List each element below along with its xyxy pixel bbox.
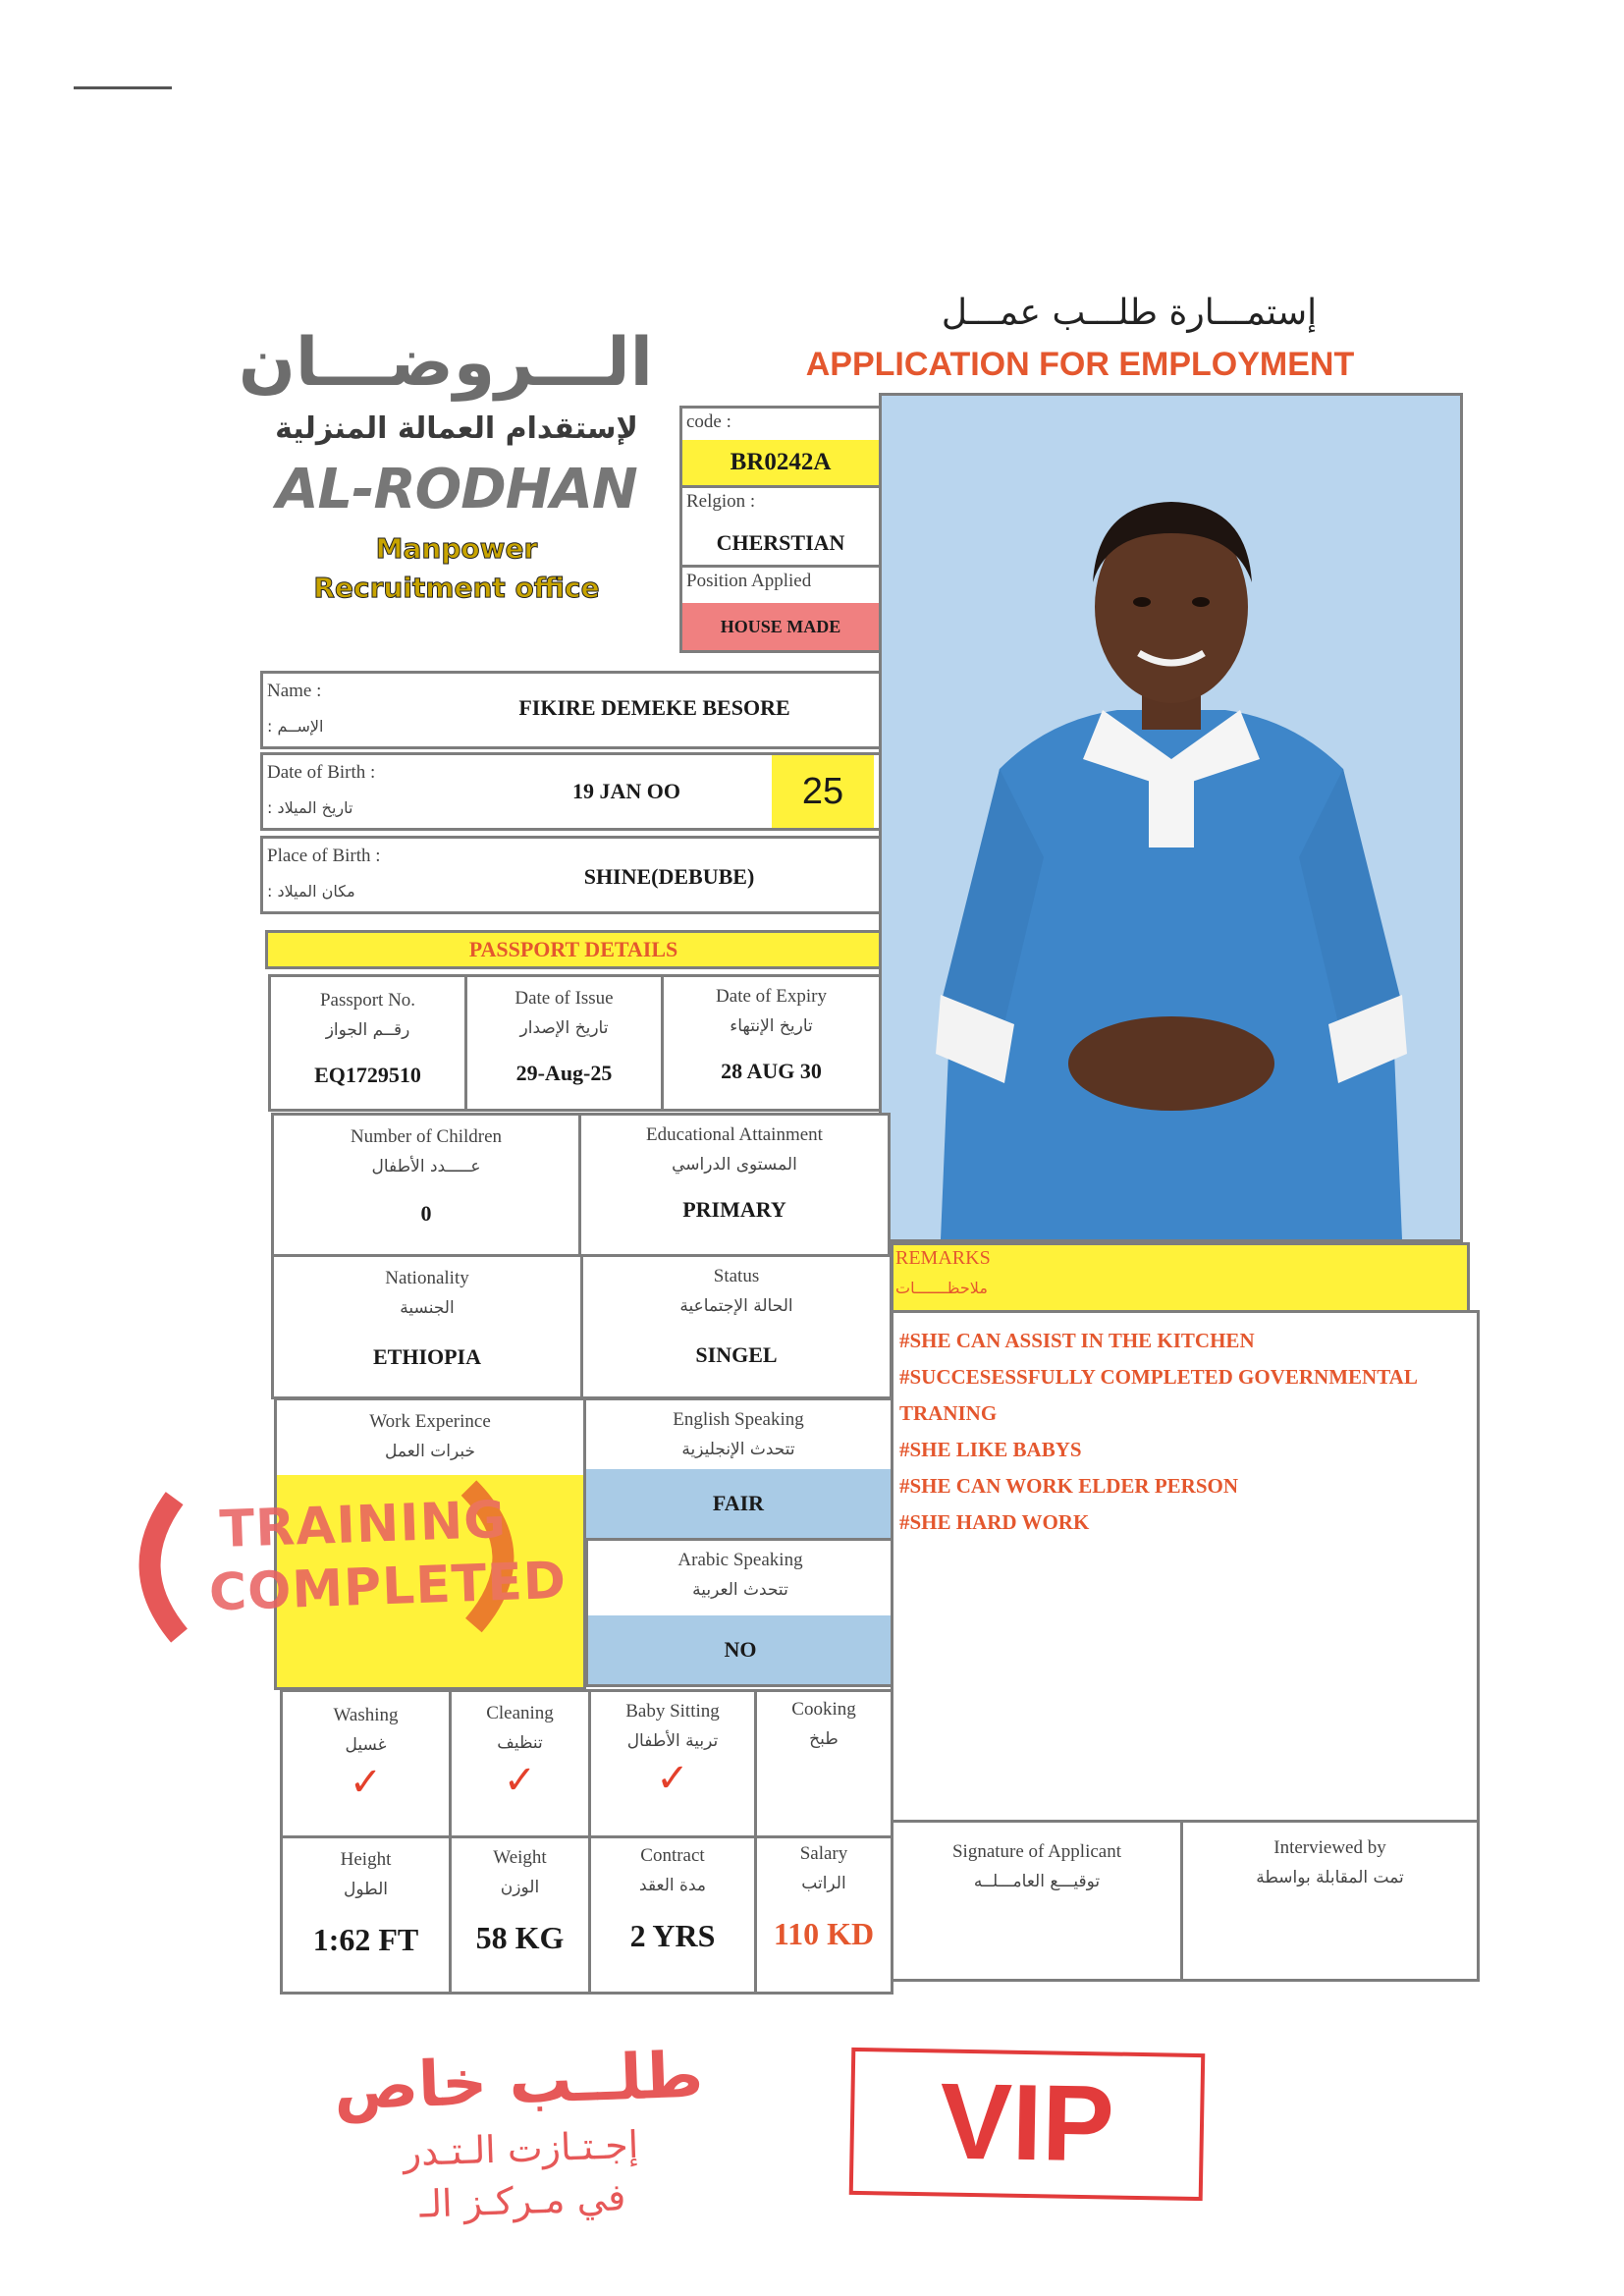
interview-cell [1180, 1820, 1480, 1982]
signature-label: Signature of Applicant [951, 1841, 1122, 1862]
remark-item: #SHE CAN WORK ELDER PERSON [899, 1474, 1239, 1498]
signature-label-ar: توقيـــع العامـــلــه [973, 1872, 1101, 1892]
skill-washing-label-ar: غسيل [345, 1735, 387, 1756]
education-label: Educational Attainment [646, 1124, 823, 1145]
stamp-training-line1: TRAINING [218, 1490, 508, 1560]
passport-issue-label-ar: تاريخ الإصدار [519, 1018, 609, 1039]
remark-item: #SHE HARD WORK [899, 1510, 1090, 1534]
children-cell [271, 1113, 581, 1258]
remarks-box [891, 1310, 1480, 1823]
interview-label: Interviewed by [1273, 1837, 1386, 1858]
children-label-ar: عـــــدد الأطفال [371, 1157, 481, 1177]
nationality-label-ar: الجنسية [400, 1298, 455, 1319]
scan-mark [74, 86, 172, 89]
remark-item: #SHE CAN ASSIST IN THE KITCHEN [899, 1329, 1255, 1352]
skill-babysitting [588, 1689, 757, 1838]
stamp-special-line3: في مـركـز الـ [418, 2175, 626, 2226]
passport-title: PASSPORT DETAILS [468, 937, 678, 961]
passport-issue-label: Date of Issue [514, 988, 614, 1009]
logo-line1: Manpower [375, 532, 538, 565]
passport-expiry-label: Date of Expiry [716, 986, 827, 1007]
name-label-ar: الإســم : [267, 717, 324, 736]
birth-value: 19 JAN OO [572, 779, 680, 803]
education-label-ar: المستوى الدراسي [672, 1155, 797, 1175]
english-value: FAIR [586, 1469, 891, 1538]
arabic-label-ar: تتحدث العربية [692, 1580, 788, 1601]
height-label: Height [340, 1849, 392, 1870]
vip-stamp [849, 2048, 1206, 2201]
skill-cooking-label-ar: طبخ [809, 1729, 839, 1750]
stamp-special-line2: إجـتـازت الـتـدر [402, 2122, 640, 2175]
applicant-photo [879, 393, 1463, 1242]
remark-item: TRANING [899, 1401, 998, 1425]
skill-babysitting-label: Baby Sitting [625, 1701, 720, 1722]
place-label: Place of Birth : [267, 846, 381, 866]
position-value: HOUSE MADE [682, 603, 879, 650]
birth-label-ar: تاريخ الميلاد : [267, 798, 353, 817]
passport-header [265, 930, 882, 969]
religion-value: CHERSTIAN [716, 530, 845, 555]
english-label: English Speaking [673, 1409, 804, 1430]
passport-issue-value: 29-Aug-25 [515, 1061, 613, 1086]
remark-item: #SHE LIKE BABYS [899, 1438, 1082, 1461]
passport-expiry-value: 28 AUG 30 [721, 1059, 822, 1084]
stamp-special-line1: طلــب خاص [332, 2039, 705, 2125]
skill-washing [280, 1689, 452, 1838]
status-cell [580, 1254, 893, 1399]
english-label-ar: تتحدث الإنجليزية [681, 1440, 795, 1460]
logo-line2: Recruitment office [313, 572, 600, 604]
status-label: Status [713, 1266, 760, 1286]
religion-box [679, 485, 882, 568]
skill-cleaning [449, 1689, 591, 1838]
remarks-title: REMARKS [895, 1247, 991, 1269]
stamp-training-line2: COMPLETED [208, 1551, 568, 1623]
children-label: Number of Children [350, 1126, 503, 1147]
title-arabic: إستمـــارة طلـــب عمـــل [941, 293, 1318, 333]
nationality-value: ETHIOPIA [372, 1344, 482, 1370]
company-logo [238, 319, 653, 653]
height-label-ar: الطول [344, 1880, 388, 1900]
nationality-label: Nationality [385, 1268, 469, 1288]
position-box [679, 565, 882, 653]
nationality-cell [271, 1254, 583, 1399]
name-box [260, 671, 882, 749]
skill-washing-label: Washing [333, 1705, 399, 1725]
code-value: BR0242A [682, 440, 879, 485]
contract-label-ar: مدة العقد [639, 1876, 706, 1896]
weight-label-ar: الوزن [500, 1878, 540, 1898]
height-cell [280, 1835, 452, 1995]
salary-value: 110 KD [773, 1916, 875, 1952]
salary-label-ar: الراتب [801, 1874, 846, 1894]
salary-label: Salary [799, 1843, 848, 1864]
vip-stamp-text: VIP [939, 2060, 1115, 2185]
signature-cell [891, 1820, 1183, 1982]
contract-cell [588, 1835, 757, 1995]
remarks-header [891, 1242, 1470, 1313]
arabic-cell [585, 1538, 895, 1687]
contract-label: Contract [640, 1845, 705, 1866]
skill-cleaning-label-ar: تنظيف [497, 1733, 543, 1754]
salary-cell [754, 1835, 893, 1995]
work-experience-label-ar: خبرات العمل [385, 1442, 475, 1462]
education-cell [578, 1113, 891, 1258]
special-request-stamp [292, 2035, 749, 2237]
status-value: SINGEL [695, 1342, 778, 1368]
age-value: 25 [772, 755, 874, 828]
weight-value: 58 KG [475, 1920, 565, 1956]
remarks-list [899, 1323, 1418, 1541]
education-value: PRIMARY [682, 1197, 786, 1223]
code-label: code : [686, 411, 731, 432]
place-label-ar: مكان الميلاد : [267, 882, 355, 901]
skill-cooking [754, 1689, 893, 1838]
code-box [679, 406, 882, 488]
passport-number-cell [268, 974, 467, 1112]
skill-cleaning-label: Cleaning [486, 1703, 554, 1723]
passport-number-label-ar: رقــم الجواز [325, 1020, 410, 1041]
skill-cooking-label: Cooking [791, 1699, 856, 1720]
title-english: APPLICATION FOR EMPLOYMENT [805, 346, 1355, 383]
place-value: SHINE(DEBUBE) [583, 864, 755, 889]
birth-box [260, 752, 882, 831]
religion-label: Relgion : [686, 491, 756, 512]
passport-issue-cell [464, 974, 664, 1112]
passport-expiry-label-ar: تاريخ الإنتهاء [730, 1016, 813, 1037]
passport-number-value: EQ1729510 [314, 1063, 421, 1088]
skill-babysitting-label-ar: تربية الأطفال [626, 1731, 719, 1752]
name-value: FIKIRE DEMEKE BESORE [518, 695, 790, 720]
status-label-ar: الحالة الإجتماعية [679, 1296, 793, 1317]
work-experience-label: Work Experince [369, 1411, 491, 1432]
interview-label-ar: تمت المقابلة بواسطة [1256, 1868, 1404, 1888]
check-icon: ✓ [656, 1756, 689, 1802]
logo-arabic-sub: لإستقدام العمالة المنزلية [275, 411, 638, 446]
remark-item: #SUCCESESSFULLY COMPLETED GOVERNMENTAL [899, 1365, 1418, 1389]
arabic-label: Arabic Speaking [677, 1550, 803, 1570]
weight-cell [449, 1835, 591, 1995]
name-label: Name : [267, 681, 322, 701]
training-completed-stamp [115, 1475, 568, 1647]
passport-number-label: Passport No. [319, 990, 416, 1011]
arabic-value: NO [588, 1615, 893, 1684]
contract-value: 2 YRS [629, 1918, 716, 1954]
birth-label: Date of Birth : [267, 762, 376, 783]
check-icon: ✓ [349, 1760, 383, 1806]
logo-latin-name: AL-RODHAN [276, 458, 637, 521]
logo-arabic-name: الـــروضـــان [238, 324, 653, 402]
children-value: 0 [420, 1201, 432, 1227]
remarks-title-ar: ملاحظـــــــات [895, 1279, 988, 1297]
height-value: 1:62 FT [312, 1922, 419, 1958]
weight-label: Weight [493, 1847, 547, 1868]
place-box [260, 836, 882, 914]
passport-expiry-cell [661, 974, 882, 1112]
position-label: Position Applied [686, 571, 812, 591]
person-photo-illustration [882, 396, 1460, 1239]
check-icon: ✓ [503, 1758, 537, 1804]
english-cell [583, 1397, 893, 1541]
